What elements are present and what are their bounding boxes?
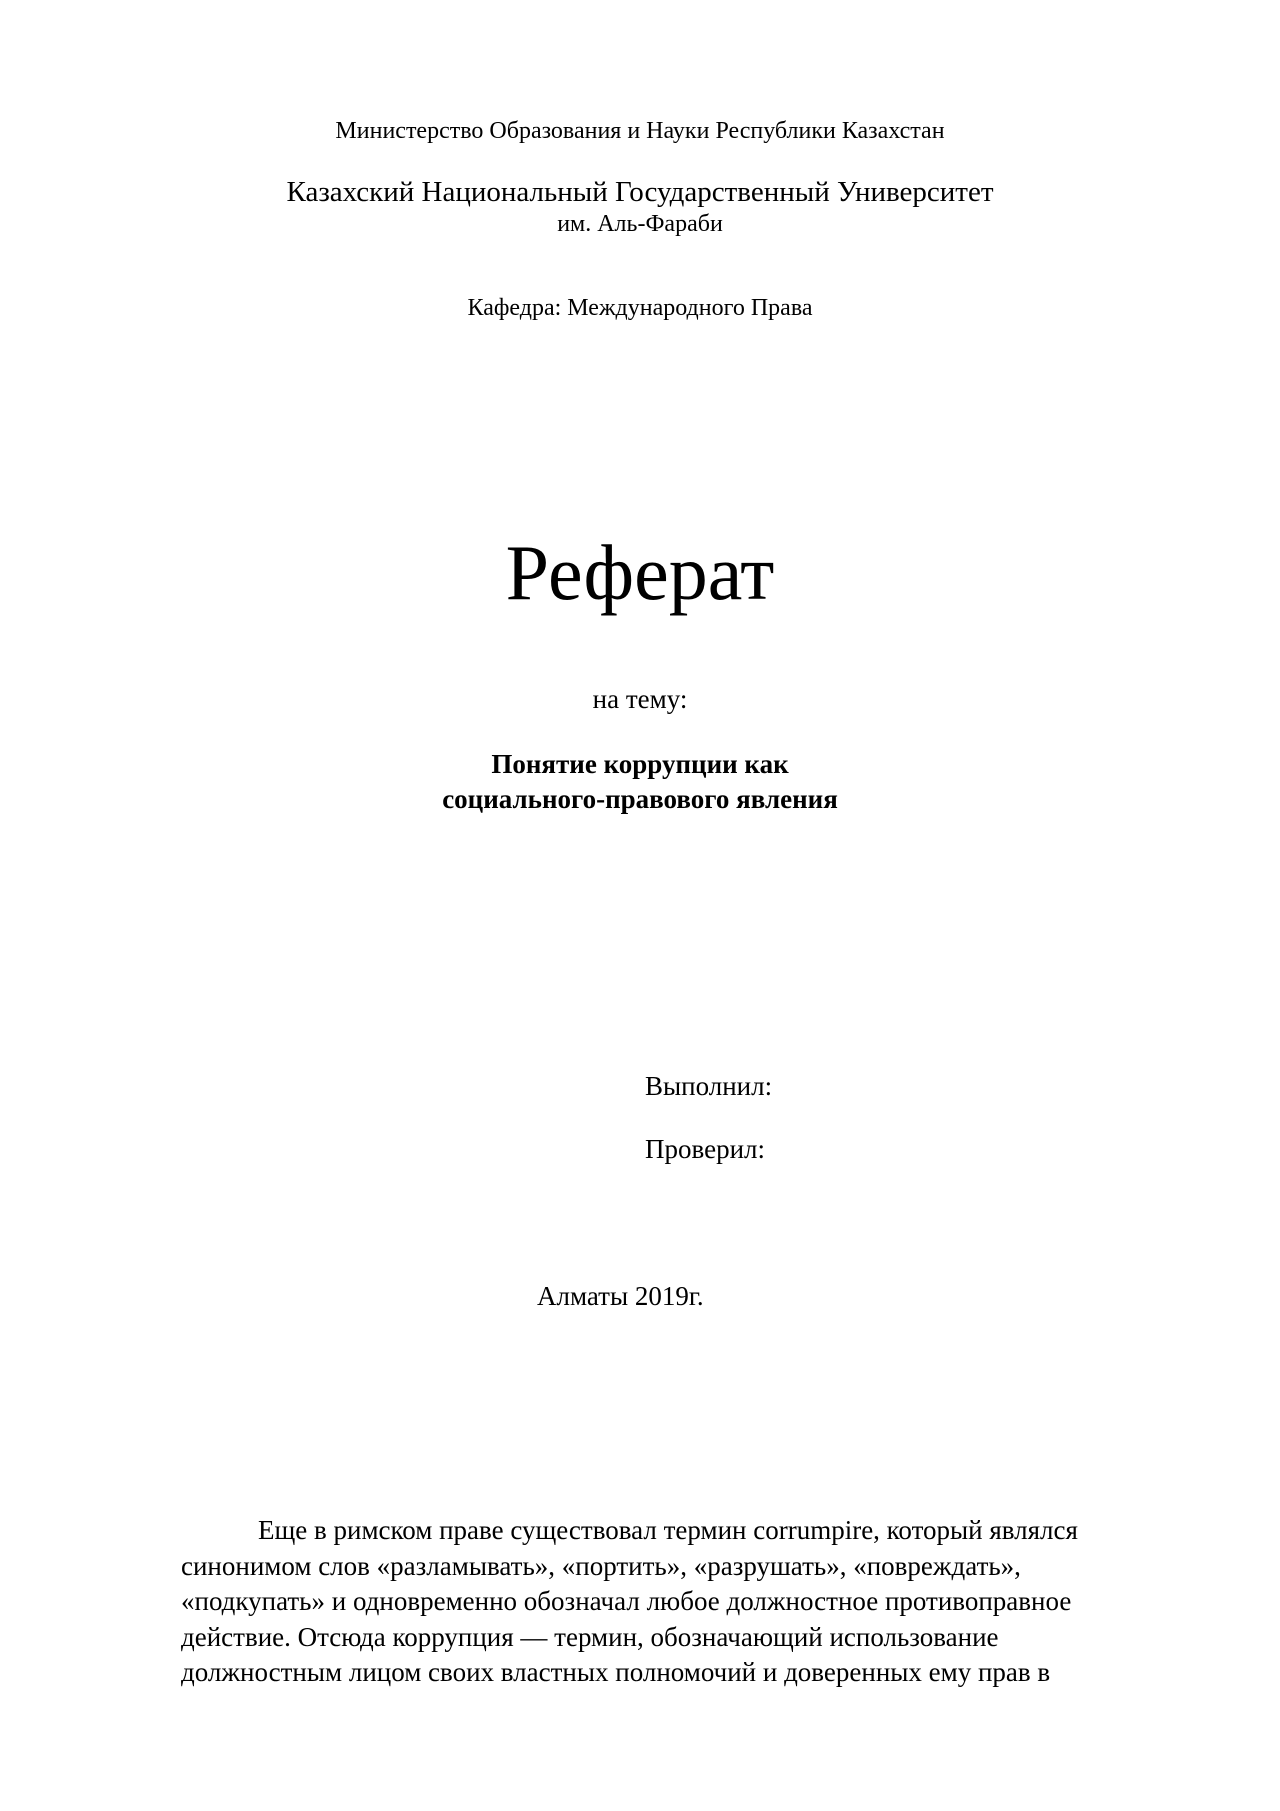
city-year: Алматы 2019г. bbox=[537, 1281, 704, 1311]
body-paragraph bbox=[181, 1513, 1171, 1691]
department-name: Кафедра: Международного Права bbox=[467, 295, 813, 321]
university-named-after: им. Аль-Фараби bbox=[557, 211, 723, 237]
university-name: Казахский Национальный Государственный Университет bbox=[286, 176, 994, 208]
paragraph-line: Еще в римском праве существовал термин corrumpire, который являлся bbox=[258, 1515, 1078, 1545]
paragraph-line: «подкупать» и одновременно обозначал любое должностное противоправное bbox=[181, 1586, 1072, 1616]
topic-line: Понятие коррупции как bbox=[491, 749, 789, 779]
paragraph-line: действие. Отсюда коррупция — термин, обозначающий использование bbox=[181, 1621, 999, 1652]
theme-label: на тему: bbox=[592, 684, 688, 714]
paragraph-line: синонимом слов «разламывать», «портить», «разрушать», «повреждать», bbox=[181, 1550, 1021, 1581]
topic-title bbox=[0, 747, 1280, 817]
performed-by-label: Выполнил: bbox=[645, 1071, 773, 1101]
checked-by-label: Проверил: bbox=[645, 1134, 765, 1164]
paragraph-line: должностным лицом своих властных полномочий и доверенных ему прав в bbox=[181, 1657, 1051, 1687]
topic-line: социального-правового явления bbox=[442, 784, 838, 814]
document-type-title: Реферат bbox=[505, 529, 775, 616]
ministry-name: Министерство Образования и Науки Республики Казахстан bbox=[335, 118, 945, 144]
